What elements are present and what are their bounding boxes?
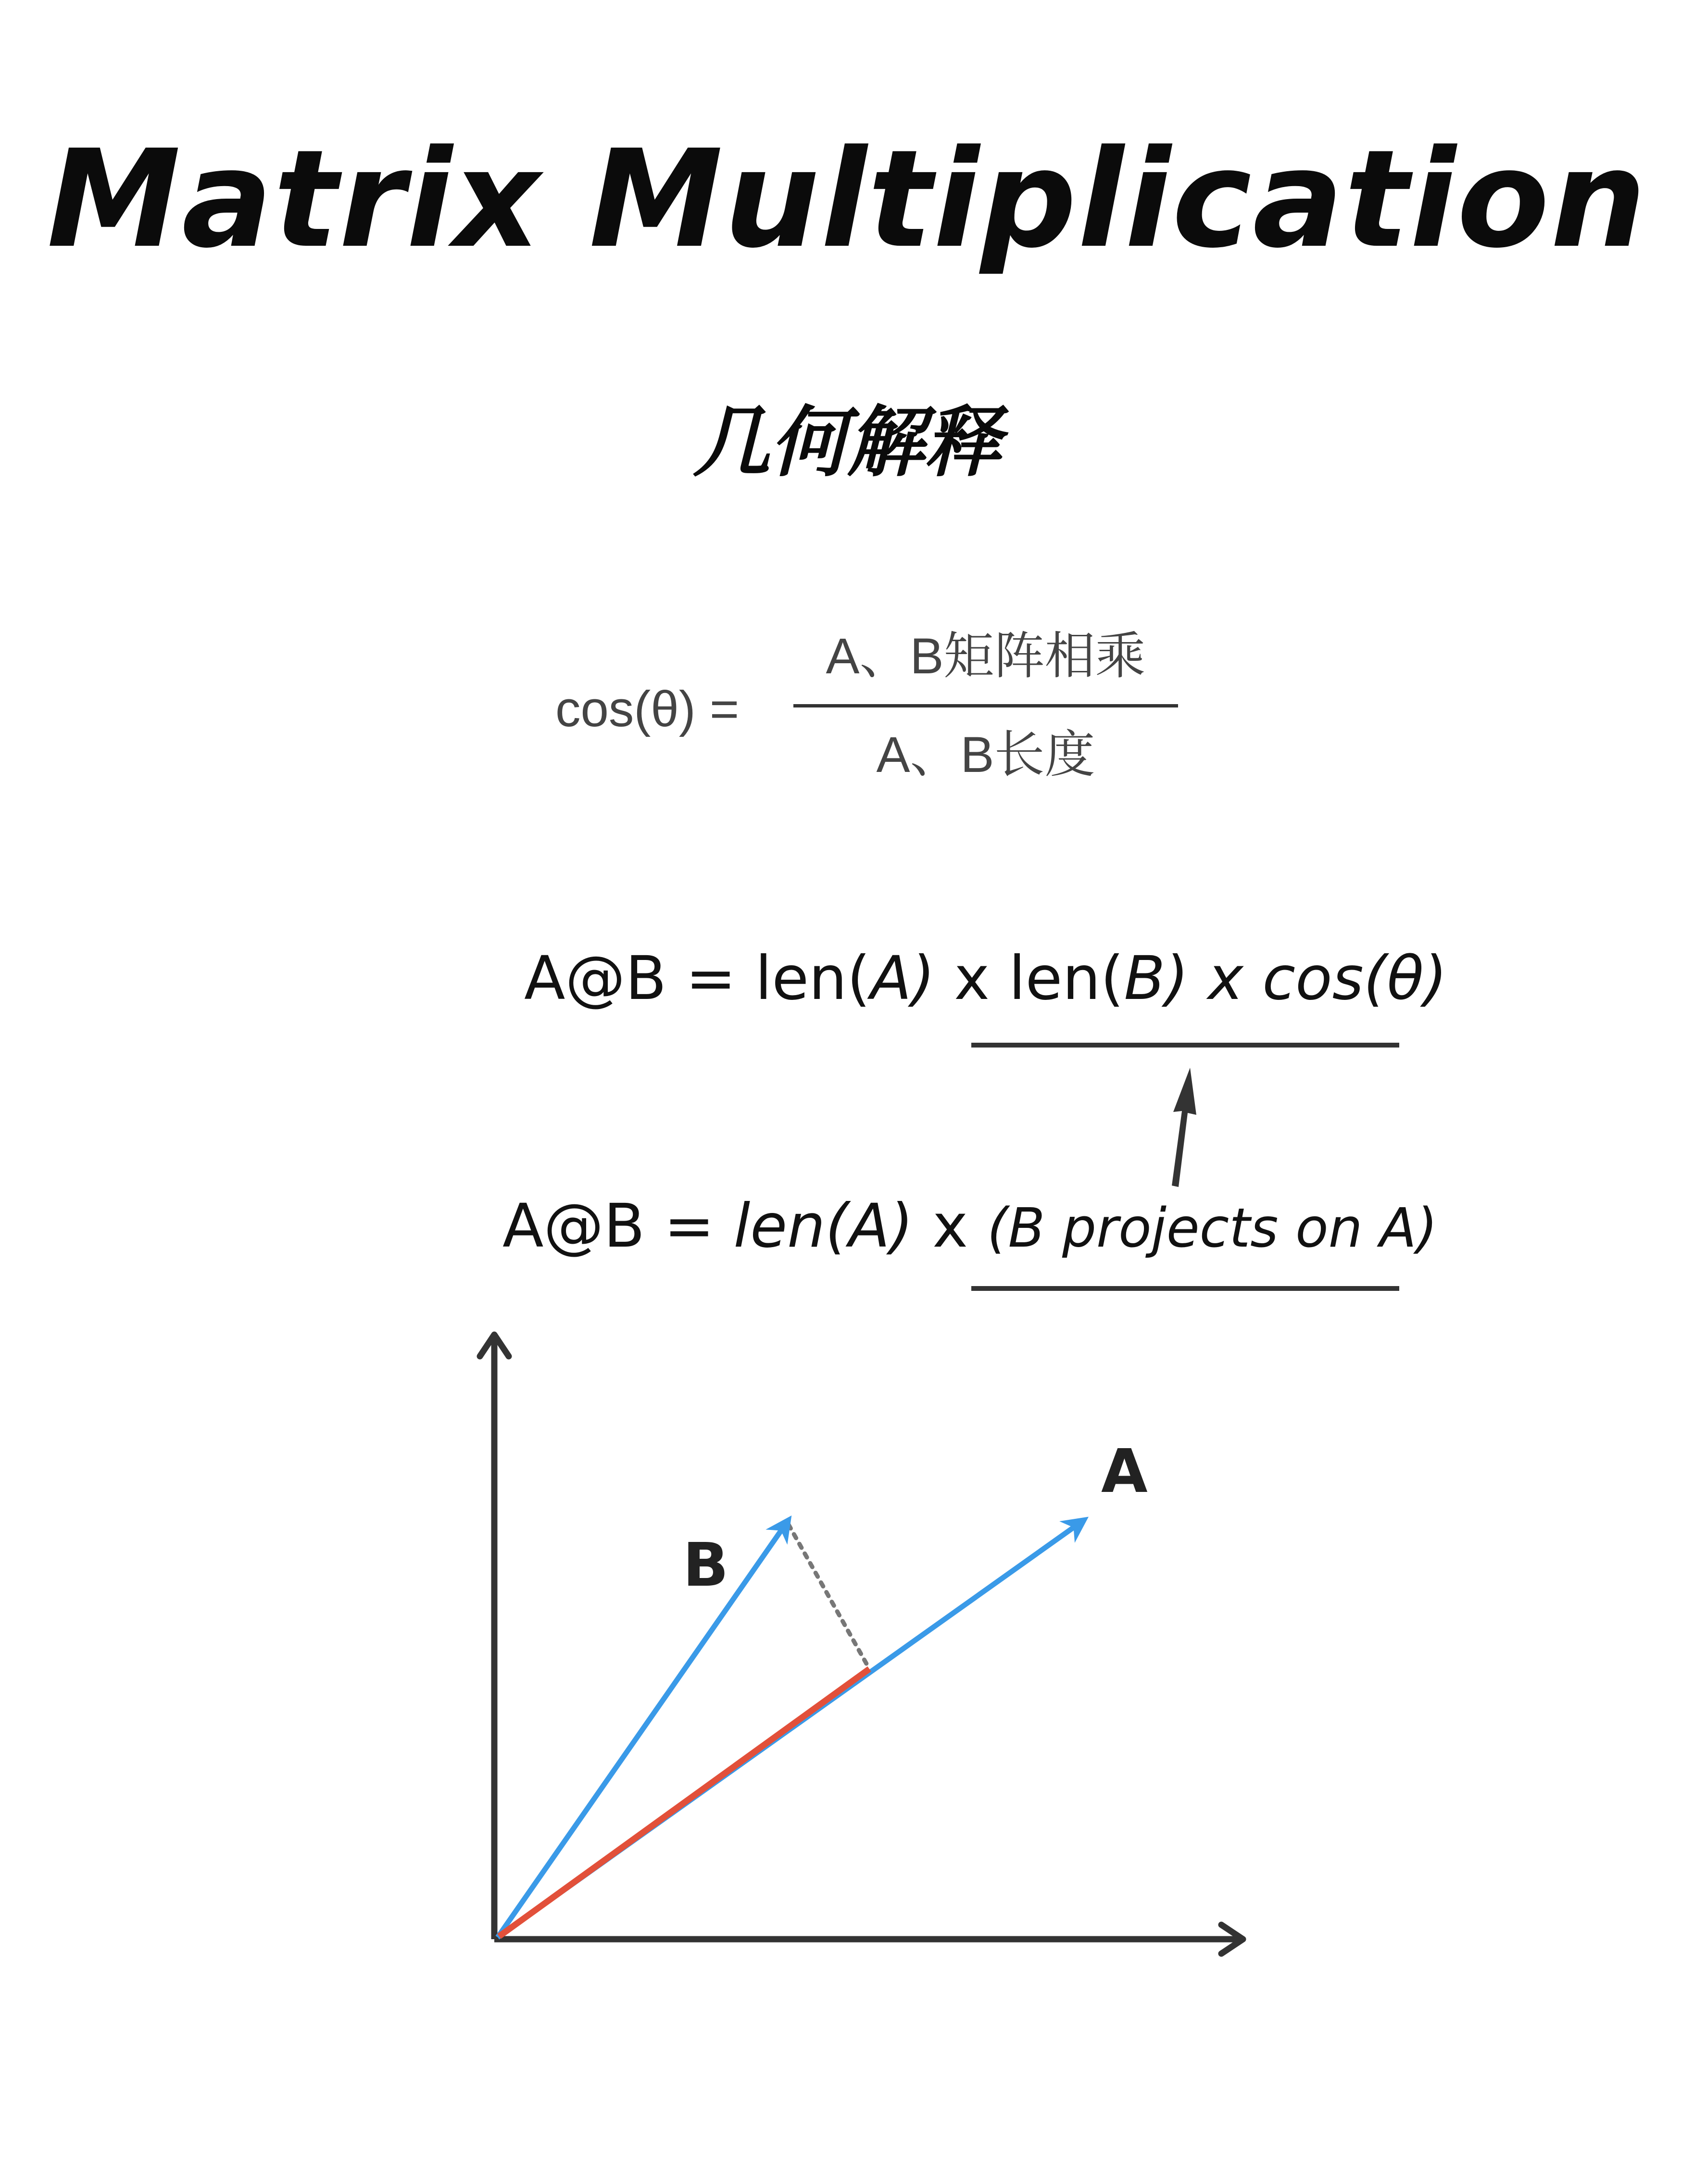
page-title: Matrix Multiplication [47, 121, 1647, 278]
equation2-times: x [913, 1191, 987, 1261]
equation2-prefix: A@B = [502, 1191, 734, 1261]
cosine-lhs: cos(θ) = [555, 681, 740, 737]
equation1-prefix: A@B = len( [524, 944, 871, 1013]
axes [480, 1335, 1243, 1954]
projection-perpendicular [789, 1525, 869, 1669]
projection-segment [499, 1669, 869, 1936]
equation1-a: A) [870, 944, 935, 1013]
equation2-projection: (B projects on A) [987, 1197, 1438, 1260]
fraction-denominator: A、B长度 [876, 727, 1095, 783]
equation2-len-a: len(A) [733, 1191, 914, 1261]
page-subtitle: 几何解释 [693, 397, 1001, 487]
vector-a-label: A [1101, 1437, 1148, 1506]
vector-b-arrow [498, 1520, 789, 1937]
vector-b-label: B [683, 1530, 729, 1600]
equation1-mid: x len( [935, 944, 1124, 1013]
fraction-numerator: A、B矩阵相乘 [826, 628, 1146, 684]
pointer-arrow-icon [1172, 1068, 1196, 1187]
equation1-b-cos: B) x cos(θ) [1124, 944, 1447, 1013]
